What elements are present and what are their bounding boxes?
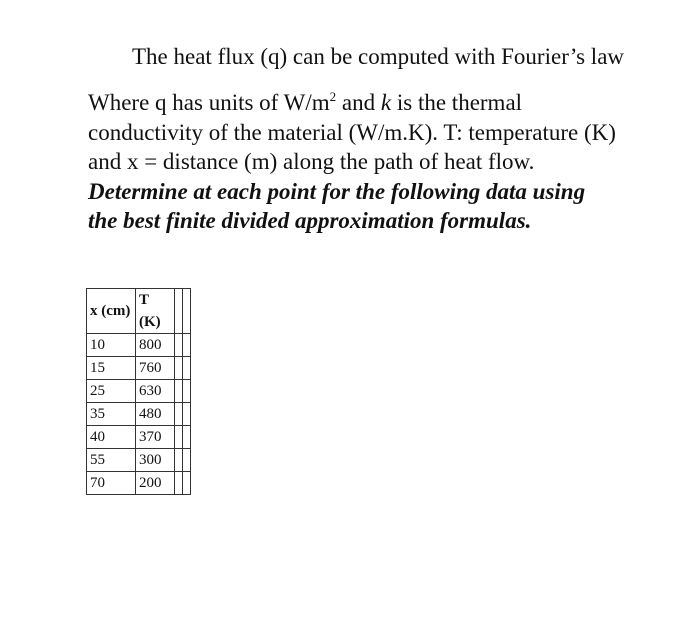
- cell-x: 40: [87, 426, 136, 449]
- cell-x: 35: [87, 403, 136, 426]
- cell-x: 70: [87, 472, 136, 494]
- cell-t: 480: [136, 403, 175, 426]
- intro-sentence: The heat flux (q) can be computed with Fourier’s law: [132, 44, 625, 69]
- instruction-line-2: the best finite divided approximation formulas.: [88, 208, 532, 233]
- empty-header-cell: [175, 289, 183, 334]
- empty-cell: [183, 334, 190, 357]
- cell-x: 55: [87, 449, 136, 472]
- empty-cell: [175, 380, 183, 403]
- table-row: [87, 380, 190, 403]
- units-exponent: 2: [329, 89, 337, 104]
- statement-line-2: conductivity of the material (W/m.K). T: temperature (K): [88, 119, 616, 145]
- table-row: [87, 472, 190, 494]
- empty-cell: [175, 403, 183, 426]
- table-row: [87, 334, 190, 357]
- instruction-line-1: Determine at each point for the following data using: [88, 178, 586, 204]
- cell-x: 10: [87, 334, 136, 357]
- empty-cell: [183, 472, 190, 494]
- empty-header-cell: [183, 289, 190, 334]
- empty-cell: [175, 472, 183, 494]
- problem-statement: [88, 88, 688, 236]
- statement-line-3: and x = distance (m) along the path of heat flow.: [88, 149, 535, 174]
- k-symbol: k: [380, 90, 392, 115]
- cell-x: 15: [87, 357, 136, 380]
- empty-cell: [183, 380, 190, 403]
- empty-cell: [175, 449, 183, 472]
- table-row: [87, 449, 190, 472]
- header-x: x (cm): [87, 289, 136, 334]
- cell-t: 760: [136, 357, 175, 380]
- cell-t: 800: [136, 334, 175, 357]
- empty-cell: [183, 449, 190, 472]
- cell-t: 370: [136, 426, 175, 449]
- header-t: T (K): [136, 289, 175, 334]
- units-text: Where q has units of W/m: [88, 90, 330, 115]
- cell-t: 200: [136, 472, 175, 494]
- empty-cell: [175, 334, 183, 357]
- thermal-text: is the thermal: [391, 90, 523, 115]
- statement-line-1: [88, 88, 688, 118]
- table-row: [87, 426, 190, 449]
- empty-cell: [175, 426, 183, 449]
- table-header-row: [87, 289, 190, 334]
- table-row: [87, 357, 190, 380]
- data-table: [86, 288, 191, 495]
- empty-cell: [183, 403, 190, 426]
- empty-cell: [175, 357, 183, 380]
- table-row: [87, 403, 190, 426]
- empty-cell: [183, 426, 190, 449]
- and-text: and: [336, 90, 381, 115]
- cell-x: 25: [87, 380, 136, 403]
- empty-cell: [183, 357, 190, 380]
- cell-t: 300: [136, 449, 175, 472]
- cell-t: 630: [136, 380, 175, 403]
